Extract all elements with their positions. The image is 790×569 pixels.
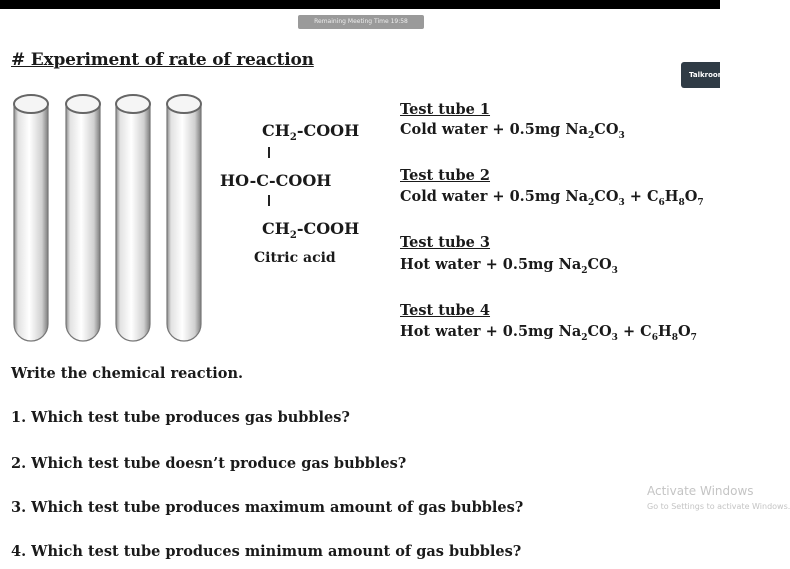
question-1: 1. Which test tube produces gas bubbles?: [11, 409, 350, 426]
question-4: 4. Which test tube produces minimum amount of gas bubbles?: [11, 543, 522, 560]
slide-title: # Experiment of rate of reaction: [11, 50, 314, 70]
test-tube-4: [167, 95, 201, 341]
test-tube-2: [66, 95, 100, 341]
question-3: 3. Which test tube produces maximum amount of gas bubbles?: [11, 499, 524, 516]
test-tube-1: [14, 95, 48, 341]
test-tube-4-contents: Hot water + 0.5mg $Na_2CO_3 + C_6H_8O_7$: [400, 323, 697, 343]
formula-middle-group: HO-C-COOH: [220, 171, 332, 190]
meeting-time-banner: Remaining Meeting Time 19:58: [298, 15, 424, 29]
formula-bottom-group: $CH_2$-COOH: [262, 219, 360, 242]
bond-line-lower: [268, 195, 270, 206]
test-tube-4-title: Test tube 4: [400, 302, 491, 319]
talkroom-button[interactable]: Talkroom: [681, 62, 720, 88]
test-tubes-illustration: [10, 92, 210, 344]
activate-windows-watermark: Activate Windows: [647, 484, 754, 498]
activate-windows-hint: Go to Settings to activate Windows.: [647, 502, 790, 511]
question-2: 2. Which test tube doesn’t produce gas bubbles?: [11, 455, 407, 472]
test-tube-3-title: Test tube 3: [400, 234, 491, 251]
citric-acid-caption: Citric acid: [254, 250, 336, 266]
test-tube-1-title: Test tube 1: [400, 101, 491, 118]
top-black-bar: [0, 0, 720, 9]
formula-top-group: $CH_2$-COOH: [262, 121, 360, 144]
test-tube-2-contents: Cold water + 0.5mg $Na_2CO_3 + C_6H_8O_7$: [400, 188, 704, 208]
test-tube-3-contents: Hot water + 0.5mg $Na_2CO_3$: [400, 256, 618, 276]
instruction-text: Write the chemical reaction.: [11, 365, 244, 382]
test-tube-1-contents: Cold water + 0.5mg $Na_2CO_3$: [400, 121, 625, 141]
test-tube-3: [116, 95, 150, 341]
bond-line-upper: [268, 147, 270, 158]
test-tube-2-title: Test tube 2: [400, 167, 491, 184]
